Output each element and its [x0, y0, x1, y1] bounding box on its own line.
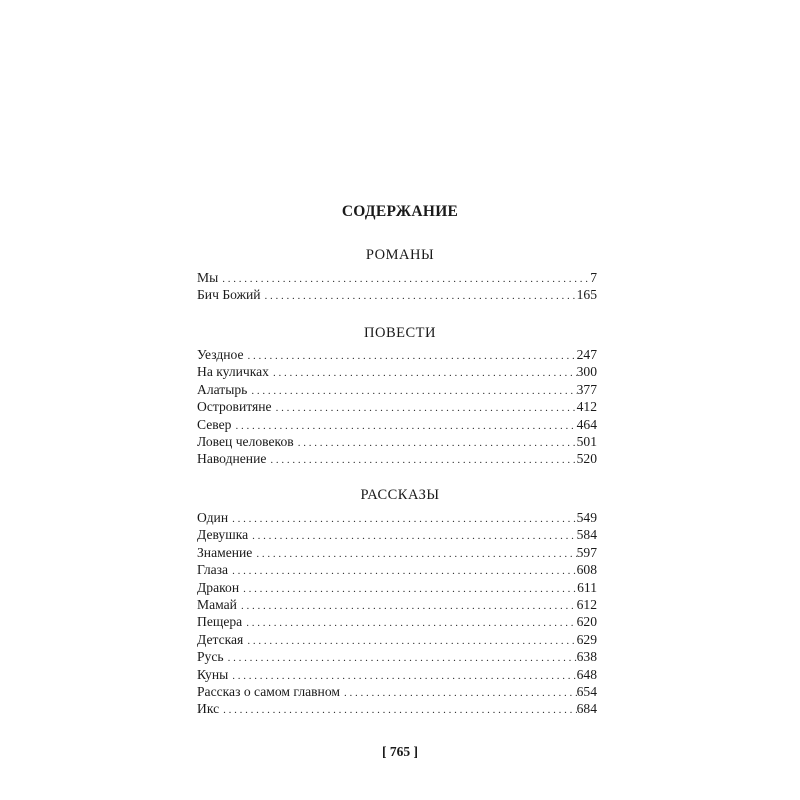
toc-entry — [197, 346, 597, 363]
entry-page-number: 247 — [576, 347, 597, 362]
entry-title: Наводнение — [197, 451, 267, 467]
toc-entry — [197, 544, 597, 561]
toc-entry — [197, 381, 597, 398]
dot-leader — [252, 528, 576, 545]
entry-page-number: 629 — [576, 631, 597, 647]
toc-entry — [197, 398, 597, 415]
dot-leader — [248, 348, 577, 365]
entry-title: Куны — [197, 666, 229, 682]
dot-leader — [298, 435, 577, 452]
entry-page-number: 300 — [576, 364, 597, 380]
entry-page-number: 501 — [576, 433, 597, 449]
entry-title: Дракон — [197, 579, 240, 595]
dot-leader — [222, 271, 590, 288]
entry-page-number: 377 — [576, 381, 597, 397]
entry-page-number: 612 — [576, 596, 597, 612]
entry-page-number: 584 — [576, 527, 597, 543]
toc-entry — [197, 363, 597, 380]
toc-entry — [197, 596, 597, 613]
toc-entry — [197, 526, 597, 543]
entry-page-number: 165 — [576, 287, 597, 303]
section-list-novellas — [197, 346, 597, 468]
entry-page-number: 648 — [576, 666, 597, 682]
section-heading-stories: РАССКАЗЫ — [360, 487, 440, 503]
dot-leader — [276, 400, 577, 417]
entry-title: Уездное — [197, 347, 244, 362]
dot-leader — [243, 581, 577, 598]
toc-entry — [197, 683, 597, 700]
dot-leader — [273, 365, 577, 382]
section-list-novels — [197, 269, 597, 304]
entry-title: Глаза — [197, 562, 229, 578]
dot-leader — [241, 598, 577, 615]
entry-page-number: 549 — [576, 510, 597, 525]
entry-title: Детская — [197, 631, 244, 647]
dot-leader — [246, 615, 576, 632]
entry-title: На куличках — [197, 364, 269, 380]
page-number: [ 765 ] — [382, 744, 418, 759]
section-heading-novellas: ПОВЕСТИ — [364, 325, 436, 341]
dot-leader — [344, 685, 577, 702]
entry-page-number: 520 — [576, 451, 597, 467]
section-heading-novels: РОМАНЫ — [365, 247, 435, 263]
entry-page-number: 412 — [576, 399, 597, 415]
toc-entry — [197, 269, 597, 286]
toc-entry — [197, 631, 597, 648]
entry-page-number: 464 — [576, 416, 597, 432]
entry-title: Бич Божий — [197, 287, 261, 303]
entry-title: Девушка — [197, 527, 249, 543]
dot-leader — [232, 563, 577, 580]
toc-entry — [197, 579, 597, 596]
dot-leader — [256, 546, 576, 563]
dot-leader — [228, 650, 577, 667]
dot-leader — [232, 511, 577, 528]
toc-entry — [197, 613, 597, 630]
entry-title: Алатырь — [197, 381, 248, 397]
entry-title: Русь — [197, 649, 224, 665]
entry-title: Ловец человеков — [197, 433, 294, 449]
toc-entry — [197, 666, 597, 683]
entry-page-number: 7 — [590, 270, 597, 285]
toc-entry — [197, 509, 597, 526]
entry-page-number: 684 — [576, 701, 597, 717]
entry-page-number: 611 — [577, 579, 597, 595]
dot-leader — [223, 702, 576, 719]
page-title: СОДЕРЖАНИЕ — [341, 203, 459, 220]
entry-title: Мы — [197, 270, 219, 285]
toc-entry — [197, 561, 597, 578]
dot-leader — [247, 633, 576, 650]
entry-page-number: 597 — [576, 544, 597, 560]
entry-title: Островитяне — [197, 399, 272, 415]
toc-entry — [197, 433, 597, 450]
entry-title: Один — [197, 510, 229, 525]
entry-page-number: 654 — [576, 683, 597, 699]
entry-page-number: 620 — [576, 614, 597, 630]
dot-leader — [270, 452, 576, 469]
toc-entry — [197, 450, 597, 467]
dot-leader — [251, 383, 576, 400]
toc-entry — [197, 286, 597, 303]
entry-page-number: 608 — [576, 562, 597, 578]
toc-entry — [197, 648, 597, 665]
entry-title: Север — [197, 416, 232, 432]
entry-title: Рассказ о самом главном — [197, 683, 340, 699]
entry-title: Пещера — [197, 614, 243, 630]
section-list-stories — [197, 509, 597, 718]
toc-entry — [197, 700, 597, 717]
entry-title: Икс — [197, 701, 220, 717]
entry-title: Мамай — [197, 596, 237, 612]
dot-leader — [265, 288, 577, 305]
toc-entry — [197, 416, 597, 433]
entry-page-number: 638 — [576, 649, 597, 665]
entry-title: Знамение — [197, 544, 253, 560]
